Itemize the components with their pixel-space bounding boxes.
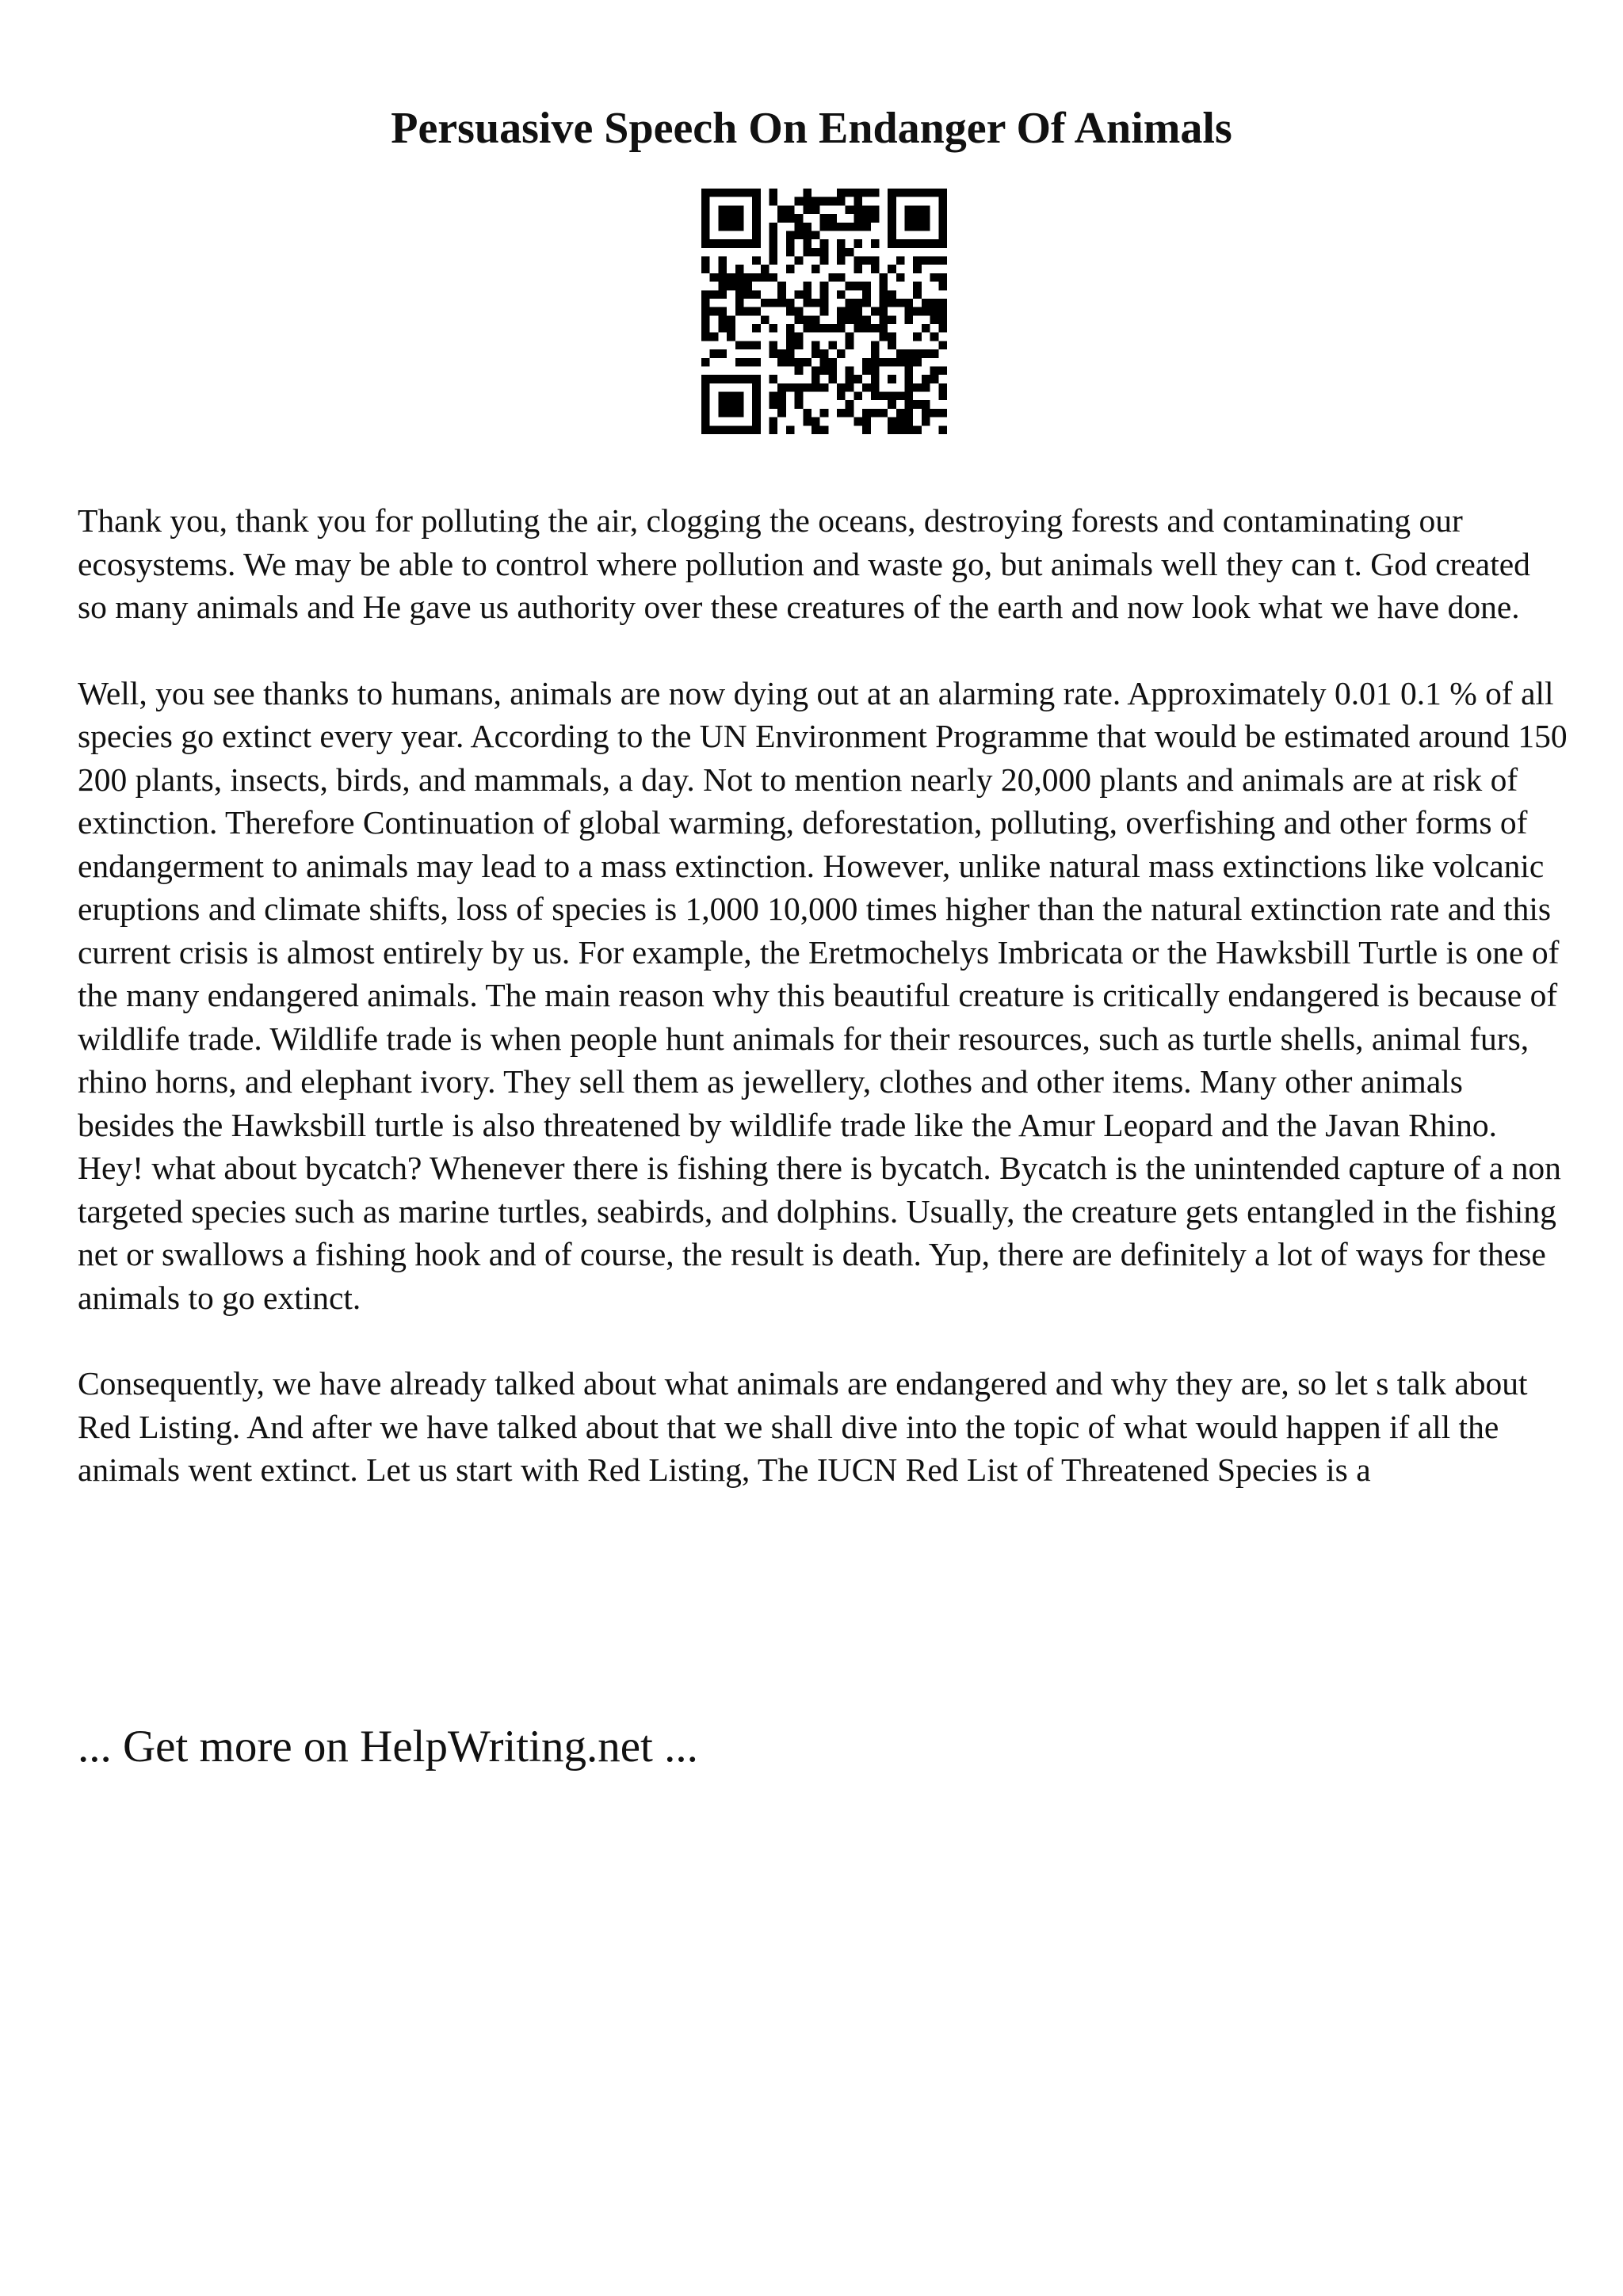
document-title: Persuasive Speech On Endanger Of Animals (391, 104, 1232, 153)
body-text (78, 499, 1568, 1535)
paragraph-1: Thank you, thank you for polluting the air, clogging the oceans, destroying forests and contaminating our ecosystems. We may be able to control where pollution and waste go, but animals well they can t. God created so many animals and He gave us authority over these creatures of the earth and now look what we have done. (78, 502, 1530, 625)
paragraph-3: Consequently, we have already talked about what animals are endangered and why they are, so let s talk about Red Listing. And after we have talked about that we shall dive into the topic of what would happen if all the animals went extinct. Let us start with Red Listing, The IUCN Red List of Threatened Species is a (78, 1365, 1528, 1488)
paragraph-2: Well, you see thanks to humans, animals are now dying out at an alarming rate. Approximately 0.01 0.1 % of all species go extinct every year. According to the UN Environment Programme that would be estimated around 150 200 plants, insects, birds, and mammals, a day. Not to mention nearly 20,000 plants and animals are at risk of extinction. Therefore Continuation of global warming, deforestation, polluting, overfishing and other forms of endangerment to animals may lead to a mass extinction. However, unlike natural mass extinctions like volcanic eruptions and climate shifts, loss of species is 1,000 10,000 times higher than the natural extinction rate and this current crisis is almost entirely by us. For example, the Eretmochelys Imbricata or the Hawksbill Turtle is one of the many endangered animals. The main reason why this beautiful creature is critically endangered is because of wildlife trade. Wildlife trade is when people hunt animals for their resources, such as turtle shells, animal furs, rhino horns, and elephant ivory. They sell them as jewellery, clothes and other items. Many other animals besides the Hawksbill turtle is also threatened by wildlife trade like the Amur Leopard and the Javan Rhino. Hey! what about bycatch? Whenever there is fishing there is bycatch. Bycatch is the unintended capture of a non targeted species such as marine turtles, seabirds, and dolphins. Usually, the creature gets entangled in the fishing net or swallows a fishing hook and of course, the result is death. Yup, there are definitely a lot of ways for these animals to go extinct. (78, 674, 1568, 1316)
get-more-link[interactable]: ... Get more on HelpWriting.net ... (78, 1722, 698, 1772)
qr-code-icon[interactable] (701, 189, 947, 434)
